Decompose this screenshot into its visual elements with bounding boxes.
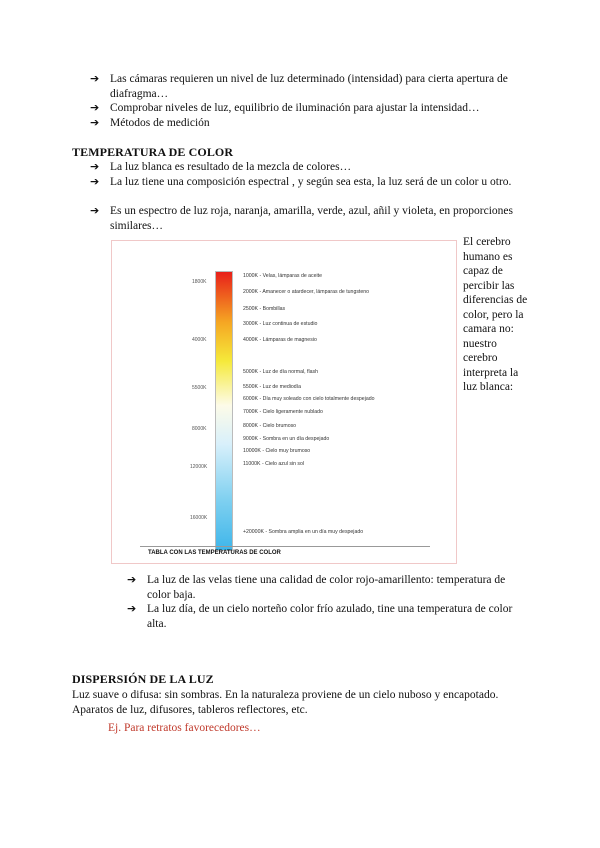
arrow-icon: ➔ [127, 602, 137, 615]
bullet-spectral-composition: ➔ La luz tiene una composición espectral , y según sea esta, la luz será de un color u otro. [90, 175, 512, 188]
arrow-icon: ➔ [90, 72, 100, 85]
temp-label: 2000K - Amanecer o atardecer, lámparas de tungsteno [243, 289, 370, 295]
temp-label: 4000K - Lámparas de magnesio [243, 337, 317, 343]
dispersion-paragraph: Luz suave o difusa: sin sombras. En la naturaleza proviene de un cielo nuboso y encapotado. Aparatos de luz, difusores, tableros reflectores, etc. [72, 689, 499, 716]
bullet-daylight: ➔ La luz día, de un cielo norteño color frío azulado, tine una temperatura de color alta. [127, 602, 513, 630]
arrow-icon: ➔ [90, 160, 100, 173]
bullet-white-light: ➔ La luz blanca es resultado de la mezcla de colores… [90, 160, 352, 173]
temp-label: 2500K - Bombillas [243, 306, 286, 312]
temp-label: +20000K - Sombra amplia en un día muy despejado [243, 529, 364, 535]
axis-tick: 16000K [190, 515, 208, 521]
temp-label: 3000K - Luz continua de estudio [243, 321, 318, 327]
axis-tick: 8000K [192, 426, 207, 432]
arrow-icon: ➔ [90, 175, 100, 188]
arrow-icon: ➔ [90, 116, 100, 129]
axis-tick: 1800K [192, 279, 207, 285]
arrow-icon: ➔ [127, 573, 137, 586]
axis-tick: 12000K [190, 464, 208, 470]
bullet-camera-light: ➔ Las cámaras requieren un nivel de luz determinado (intensidad) para cierta apertura de diafragma… [90, 72, 508, 100]
axis-tick: 4000K [192, 337, 207, 343]
side-text-brain: El cerebro humano es capaz de percibir las diferencias de color, pero la camara no: nuestro cerebro interpreta la luz blanca: [463, 236, 528, 393]
temp-label: 6000K - Día muy soleado con cielo totalmente despejado [243, 396, 375, 402]
temp-label: 9000K - Sombra en un día despejado [243, 436, 330, 442]
axis-tick: 5500K [192, 385, 207, 391]
heading-light-dispersion: DISPERSIÓN DE LA LUZ [72, 672, 214, 686]
temp-label: 5500K - Luz de mediodía [243, 384, 301, 390]
bullet-check-levels: ➔ Comprobar niveles de luz, equilibrio de iluminación para ajustar la intensidad… [90, 101, 480, 114]
gradient-bar [215, 271, 233, 551]
example-text: Ej. Para retratos favorecedores… [108, 722, 261, 734]
bullet-candle-light: ➔ La luz de las velas tiene una calidad de color rojo-amarillento: temperatura de color baja. [127, 573, 506, 601]
bullet-measurement-methods: ➔ Métodos de medición [90, 116, 210, 129]
temp-label: 7000K - Cielo ligeramente nublado [243, 409, 323, 415]
color-temperature-figure [111, 240, 457, 564]
temp-label: 10000K - Cielo muy brumoso [243, 448, 311, 454]
temp-label: 8000K - Cielo brumoso [243, 423, 297, 429]
temp-label: 11000K - Cielo azul sin sol [243, 461, 305, 467]
temp-label: 5000K - Luz de día normal, flash [243, 369, 318, 375]
bullet-spectrum: ➔ Es un espectro de luz roja, naranja, amarilla, verde, azul, añil y violeta, en proporciones similares… [90, 204, 513, 232]
arrow-icon: ➔ [90, 204, 100, 217]
heading-color-temperature: TEMPERATURA DE COLOR [72, 145, 234, 159]
temp-label: 1000K - Velas, lámparas de aceite [243, 273, 323, 279]
caption-rule [140, 546, 430, 547]
arrow-icon: ➔ [90, 101, 100, 114]
figure-caption: TABLA CON LAS TEMPERATURAS DE COLOR [148, 550, 281, 556]
